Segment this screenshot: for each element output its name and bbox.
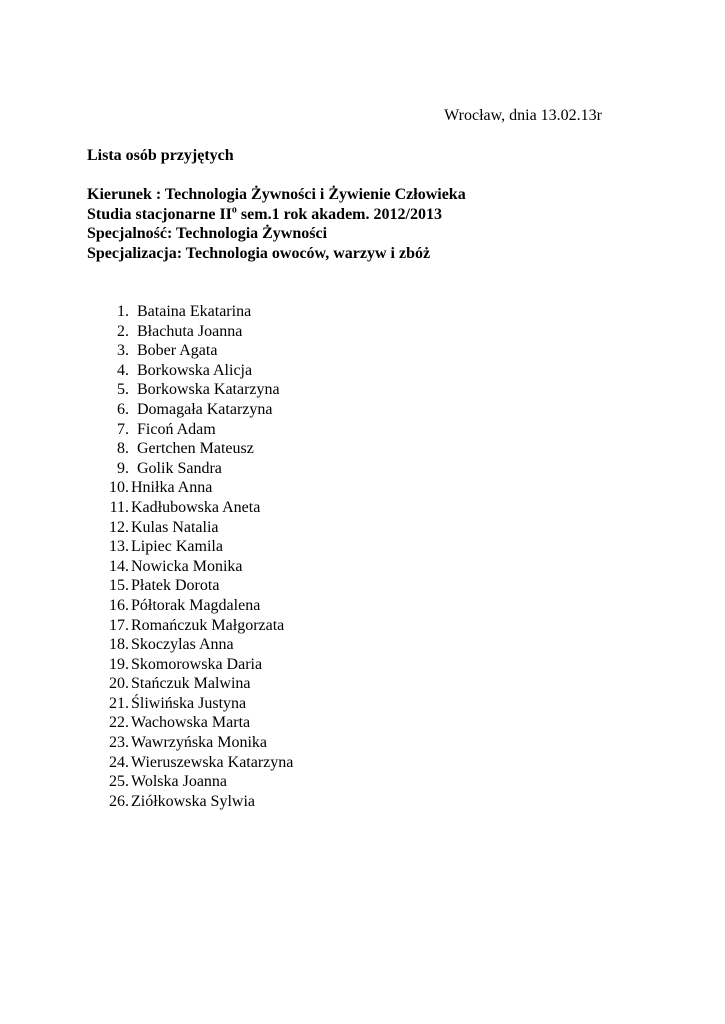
date-line: Wrocław, dnia 13.02.13r [444,107,602,124]
list-item-number: 15. [109,577,129,595]
student-name: Skoczylas Anna [131,636,234,654]
list-item [87,341,293,361]
program-info [87,185,466,263]
list-item-number: 18. [109,636,129,654]
list-item-number: 17. [109,616,129,634]
list-item-number: 20. [109,675,129,693]
list-item [87,537,293,557]
list-item [87,400,293,420]
list-item-number: 14. [109,557,129,575]
list-item [87,420,293,440]
list-item [87,439,293,459]
student-name: Kulas Natalia [131,518,219,536]
list-item-number: 7. [117,420,129,438]
student-name: Lipiec Kamila [131,538,223,556]
list-item [87,302,293,322]
student-name: Wachowska Marta [131,714,251,732]
student-name: Borkowska Katarzyna [137,381,280,399]
list-item-number: 23. [109,734,129,752]
student-name: Bober Agata [137,342,218,360]
list-item-number: 24. [109,753,129,771]
student-name: Domagała Katarzyna [137,400,273,418]
list-item-number: 3. [117,342,129,360]
study-mode [87,205,466,225]
list-item-number: 9. [117,459,129,477]
student-name: Gertchen Mateusz [137,440,254,458]
student-name: Kadłubowska Aneta [131,498,261,516]
list-item [87,733,293,753]
list-item [87,616,293,636]
student-name: Wolska Joanna [131,773,228,791]
list-item-number: 1. [117,303,129,320]
list-item [87,655,293,675]
student-name: Skomorowska Daria [131,655,263,673]
list-item-number: 22. [109,714,129,732]
student-name: Bataina Ekatarina [137,303,252,320]
list-item [87,576,293,596]
list-item [87,459,293,479]
list-item-number: 5. [117,381,129,399]
specialization: Specjalizacja: Technologia owoców, warzyw i zbóż [87,244,431,262]
list-item [87,498,293,518]
student-name: Nowicka Monika [131,557,243,575]
list-item-number: 25. [109,773,129,791]
study-mode-degree-sup: o [231,204,237,216]
specialty: Specjalność: Technologia Żywności [87,225,328,242]
list-item [87,713,293,733]
student-name: Wawrzyńska Monika [131,734,268,752]
student-name: Półtorak Magdalena [131,596,261,614]
list-item-number: 8. [117,440,129,458]
student-name: Romańczuk Małgorzata [131,616,285,634]
list-item [87,792,293,812]
list-item-number: 10. [109,479,129,497]
list-item [87,635,293,655]
list-item [87,322,293,342]
list-item-number: 11. [109,498,129,516]
list-item-number: 16. [109,596,129,614]
list-item [87,694,293,714]
list-item-number: 2. [117,322,129,340]
list-item-number: 6. [117,400,129,418]
study-mode-prefix: Studia stacjonarne II [87,205,232,223]
list-item [87,478,293,498]
student-name: Płatek Dorota [131,577,220,595]
student-name: Wieruszewska Katarzyna [131,753,294,771]
list-item [87,557,293,577]
list-item-number: 19. [109,655,129,673]
field-of-study: Kierunek : Technologia Żywności i Żywienie Człowieka [87,186,466,203]
list-item [87,380,293,400]
student-name: Ziółkowska Sylwia [131,792,255,810]
list-item-number: 12. [109,518,129,536]
list-item [87,518,293,538]
student-name: Borkowska Alicja [137,361,253,379]
student-name: Golik Sandra [137,459,222,477]
list-item-number: 21. [109,694,129,712]
student-name: Śliwińska Justyna [131,694,247,712]
student-name: Błachuta Joanna [137,322,243,340]
study-mode-suffix: sem.1 rok akadem. 2012/2013 [236,205,442,223]
list-item-number: 13. [109,538,129,556]
list-item [87,596,293,616]
list-item [87,674,293,694]
student-name: Hniłka Anna [131,479,213,497]
list-item-number: 4. [117,361,129,379]
student-name: Ficoń Adam [137,420,216,438]
student-name: Stańczuk Malwina [131,675,251,693]
student-list [87,302,293,811]
list-item [87,361,293,381]
document-title: Lista osób przyjętych [87,147,234,164]
list-item-number: 26. [109,792,129,810]
list-item [87,753,293,773]
list-item [87,772,293,792]
